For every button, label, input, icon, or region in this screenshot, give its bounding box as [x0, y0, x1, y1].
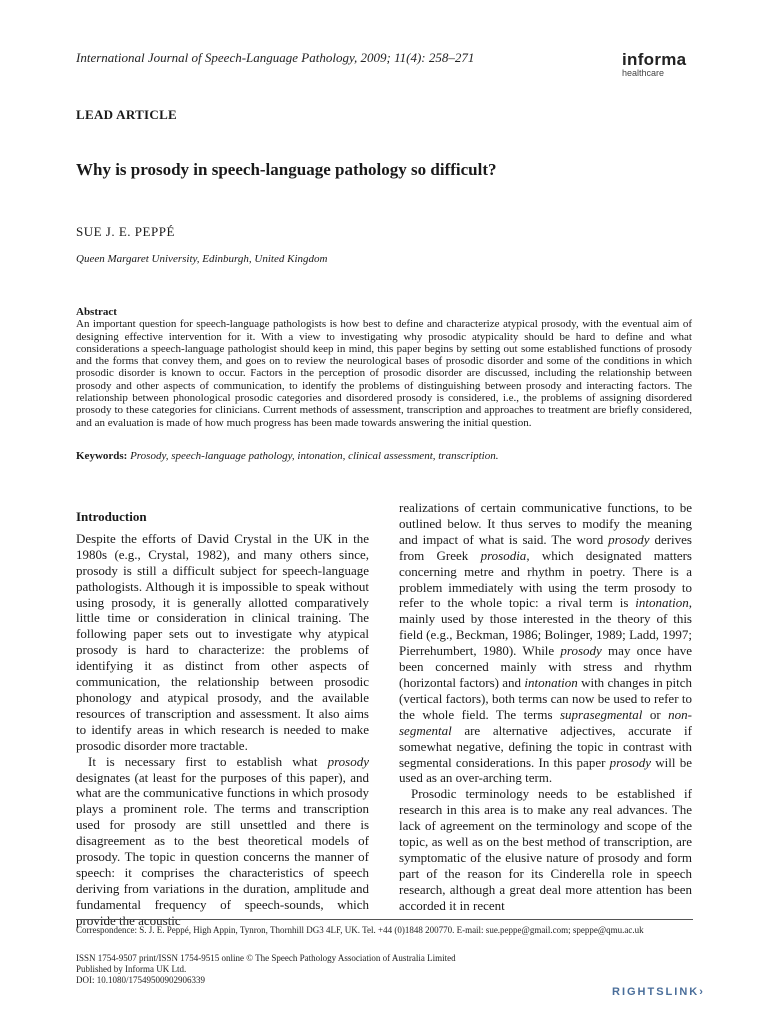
- author-name: SUE J. E. PEPPÉ: [76, 224, 175, 239]
- publisher-logo-sub: healthcare: [622, 68, 665, 78]
- article-type-label: LEAD ARTICLE: [76, 107, 178, 122]
- section-heading-introduction: Introduction: [76, 509, 147, 524]
- paragraph-3: realizations of certain communicative functions, to be outlined below. It thus serves to modify the meaning and impact of what is said. The word prosody derives from Greek prosodia, which designated matters concerning metre and rhythm in poetry. There is a problem immediately with using the term prosody to refer to the whole topic: a rival term is intonation, mainly used by those interested in the theory of this field (e.g., Beckman, 1986; Bolinger, 1989; Ladd, 1997; Pierrehumbert, 1980). While prosody may once have been concerned mainly with stress and rhythm (horizontal factors) and intonation with changes in pitch (vertical factors), both terms can now be used to refer to the whole field. The terms suprasegmental or non-segmental are alternative adjectives, accurate if somewhat negative, defining the topic in contrast with segmental considerations. In this paper prosody will be used as an over-arching term.: [399, 500, 693, 786]
- doi-line: DOI: 10.1080/17549500902906339: [76, 975, 205, 985]
- publisher-line: Published by Informa UK Ltd.: [76, 964, 187, 974]
- rightslink-arrow-icon: ›: [699, 986, 705, 998]
- keywords-label: Keywords:: [76, 450, 128, 462]
- journal-name: International Journal of Speech-Language Pathology: [76, 50, 355, 65]
- abstract-text: An important question for speech-language pathologists is how best to define and characterize atypical prosody, with the eventual aim of designing effective intervention for it. With a view to investigating why prosodic atypicality should be hard to define and what considerations a speech-language pathologist should keep in mind, this paper begins by setting out some established functions of prosody and the forms that convey them, and goes on to review the neurological bases of prosodic disorder and some of the conditions in which prosodic disorder is known to occur. Factors in the perception of prosodic disorder are discussed, including the relationship between prosody and other aspects of communication, to identify the problems of distinguishing between prosody and interacting factors. The relationship between phonological prosodic categories and disordered prosody is considered, i.e., the problems of assigning disordered prosody to these categories for clinicians. Current methods of assessment, transcription and approaches to treatment are briefly considered, and an evaluation is made of how much progress has been made towards answering the initial question.: [76, 318, 692, 429]
- body-column-right: [399, 500, 692, 914]
- issn-line: ISSN 1754-9507 print/ISSN 1754-9515 online © The Speech Pathology Association of Australia Limited: [76, 953, 456, 963]
- journal-citation: [76, 50, 474, 66]
- paragraph-2: It is necessary first to establish what prosody designates (at least for the purposes of this paper), and what are the communicative functions in which prosody plays a prominent role. The terms and transcription used for prosody are still unsettled and there is disagreement as to the best theoretical models of prosody. The topic in question concerns the manner of speech: it comprises the characteristics of speech deriving from variations in the duration, amplitude and fundamental frequency of speech-sounds, which provide the acoustic: [76, 753, 369, 928]
- paragraph-4: Prosodic terminology needs to be established if research in this area is to make any real advances. The lack of agreement on the terminology and scope of the topic, as well as on the best method of transcription, are symptomatic of the elusive nature of prosody and form part of the reason for its Cinderella role in speech research, although a great deal more attention has been accorded it in recent: [399, 786, 692, 913]
- abstract: [76, 306, 692, 429]
- abstract-heading: Abstract: [76, 306, 117, 318]
- publisher-logo: [622, 50, 686, 78]
- journal-volume: , 2009; 11(4): 258–271: [354, 50, 475, 65]
- body-column-left: [76, 500, 369, 929]
- correspondence-note: Correspondence: S. J. E. Peppé, High Appin, Tynron, Thornhill DG3 4LF, UK. Tel. +44 (0)1848 200770. E-mail: sue.peppe@gmail.com; speppe@qmu.ac.uk: [76, 925, 644, 935]
- publisher-logo-text: informa: [622, 50, 687, 69]
- rightslink-logo: RIGHTSLINK›: [612, 986, 705, 998]
- footnote-divider: [76, 919, 693, 920]
- paragraph-1: Despite the efforts of David Crystal in the UK in the 1980s (e.g., Crystal, 1982), and many others since, prosody is still a difficult subject for speech-language pathologists. Although it is impossible to speak without using prosody, it is generally allotted comparatively little time or consideration in clinical training. The following paper sets out to investigate why atypical prosody is hard to characterize: the problems of identifying it as distinct from other aspects of communication, the relationship between prosodic phonology and atypical prosody, and the available resources of transcription and assessment. It also aims to identify areas in which research is needed to make prosodic disorder more tractable.: [76, 530, 369, 753]
- article-title: Why is prosody in speech-language pathology so difficult?: [76, 160, 497, 179]
- keywords: [76, 450, 692, 462]
- keywords-value: Prosody, speech-language pathology, intonation, clinical assessment, transcription.: [130, 450, 499, 462]
- author-affiliation: Queen Margaret University, Edinburgh, United Kingdom: [76, 253, 328, 265]
- publication-info: [76, 953, 456, 986]
